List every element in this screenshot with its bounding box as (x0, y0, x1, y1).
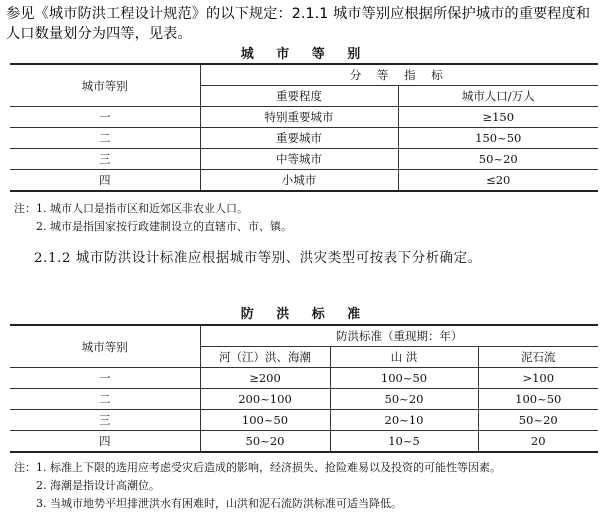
river-cell: 100~50 (200, 410, 330, 431)
river-cell: 50~20 (200, 431, 330, 453)
table1-header-population: 城市人口/万人 (398, 86, 598, 107)
table2-header-mountain: 山 洪 (330, 347, 478, 368)
mountain-cell: 20~10 (330, 410, 478, 431)
table1-header-city-grade: 城市等别 (10, 64, 200, 107)
table-row (10, 128, 598, 149)
population-cell: 50~20 (398, 149, 598, 170)
table2-header-debris: 泥石流 (478, 347, 598, 368)
table1-title: 城 市 等 别 (240, 47, 370, 62)
grade-cell: 一 (10, 107, 200, 128)
flood-standard-table (10, 324, 598, 453)
table-row (10, 410, 598, 431)
population-cell: ≥150 (398, 107, 598, 128)
grade-cell: 二 (10, 128, 200, 149)
grade-cell: 三 (10, 410, 200, 431)
importance-cell: 重要城市 (200, 128, 398, 149)
note-2: 2. 海潮是指设计高潮位。 (36, 479, 160, 492)
river-cell: 200~100 (200, 389, 330, 410)
debris-cell: 20 (478, 431, 598, 453)
importance-cell: 中等城市 (200, 149, 398, 170)
table2-title: 防 洪 标 准 (240, 307, 370, 322)
note-1: 注：1. 标准上下限的选用应考虑受灾后造成的影响，经济损失、抢险难易以及投资的可能性等因素。 (14, 461, 501, 474)
table-row (10, 170, 598, 192)
importance-cell: 特别重要城市 (200, 107, 398, 128)
table1-header-indicators: 分 等 指 标 (200, 64, 598, 86)
table2-header-city-grade: 城市等别 (10, 325, 200, 368)
river-cell: ≥200 (200, 368, 330, 389)
city-grade-table (10, 63, 598, 192)
grade-cell: 二 (10, 389, 200, 410)
table2-header-river: 河（江）洪、海潮 (200, 347, 330, 368)
importance-cell: 小城市 (200, 170, 398, 192)
note-3: 3. 当城市地势平坦排泄洪水有困难时，山洪和泥石流防洪标准可适当降低。 (36, 497, 402, 510)
grade-cell: 四 (10, 170, 200, 192)
population-cell: ≤20 (398, 170, 598, 192)
debris-cell: 50~20 (478, 410, 598, 431)
note-2: 2. 城市是指国家按行政建制设立的直辖市、市、镇。 (36, 220, 292, 233)
table-row (10, 107, 598, 128)
table-row (10, 149, 598, 170)
mountain-cell: 100~50 (330, 368, 478, 389)
table1-notes (14, 200, 604, 236)
grade-cell: 三 (10, 149, 200, 170)
clause-2-1-2: 2.1.2 城市防洪设计标准应根据城市等别、洪灾类型可按表下分析确定。 (34, 251, 482, 266)
table2-header-standard: 防洪标准（重现期：年） (200, 325, 598, 347)
intro-paragraph: 参见《城市防洪工程设计规范》的以下规定：2.1.1 城市等别应根据所保护城市的重要程度和人口数量划分为四等，见表。 (6, 6, 591, 42)
grade-cell: 四 (10, 431, 200, 453)
mountain-cell: 10~5 (330, 431, 478, 453)
mountain-cell: 50~20 (330, 389, 478, 410)
population-cell: 150~50 (398, 128, 598, 149)
grade-cell: 一 (10, 368, 200, 389)
note-1: 注：1. 城市人口是指市区和近郊区非农业人口。 (14, 202, 248, 215)
table-row (10, 389, 598, 410)
table-row (10, 368, 598, 389)
table-row (10, 431, 598, 453)
debris-cell: 100~50 (478, 389, 598, 410)
debris-cell: >100 (478, 368, 598, 389)
table1-header-importance: 重要程度 (200, 86, 398, 107)
table2-notes (14, 459, 604, 513)
